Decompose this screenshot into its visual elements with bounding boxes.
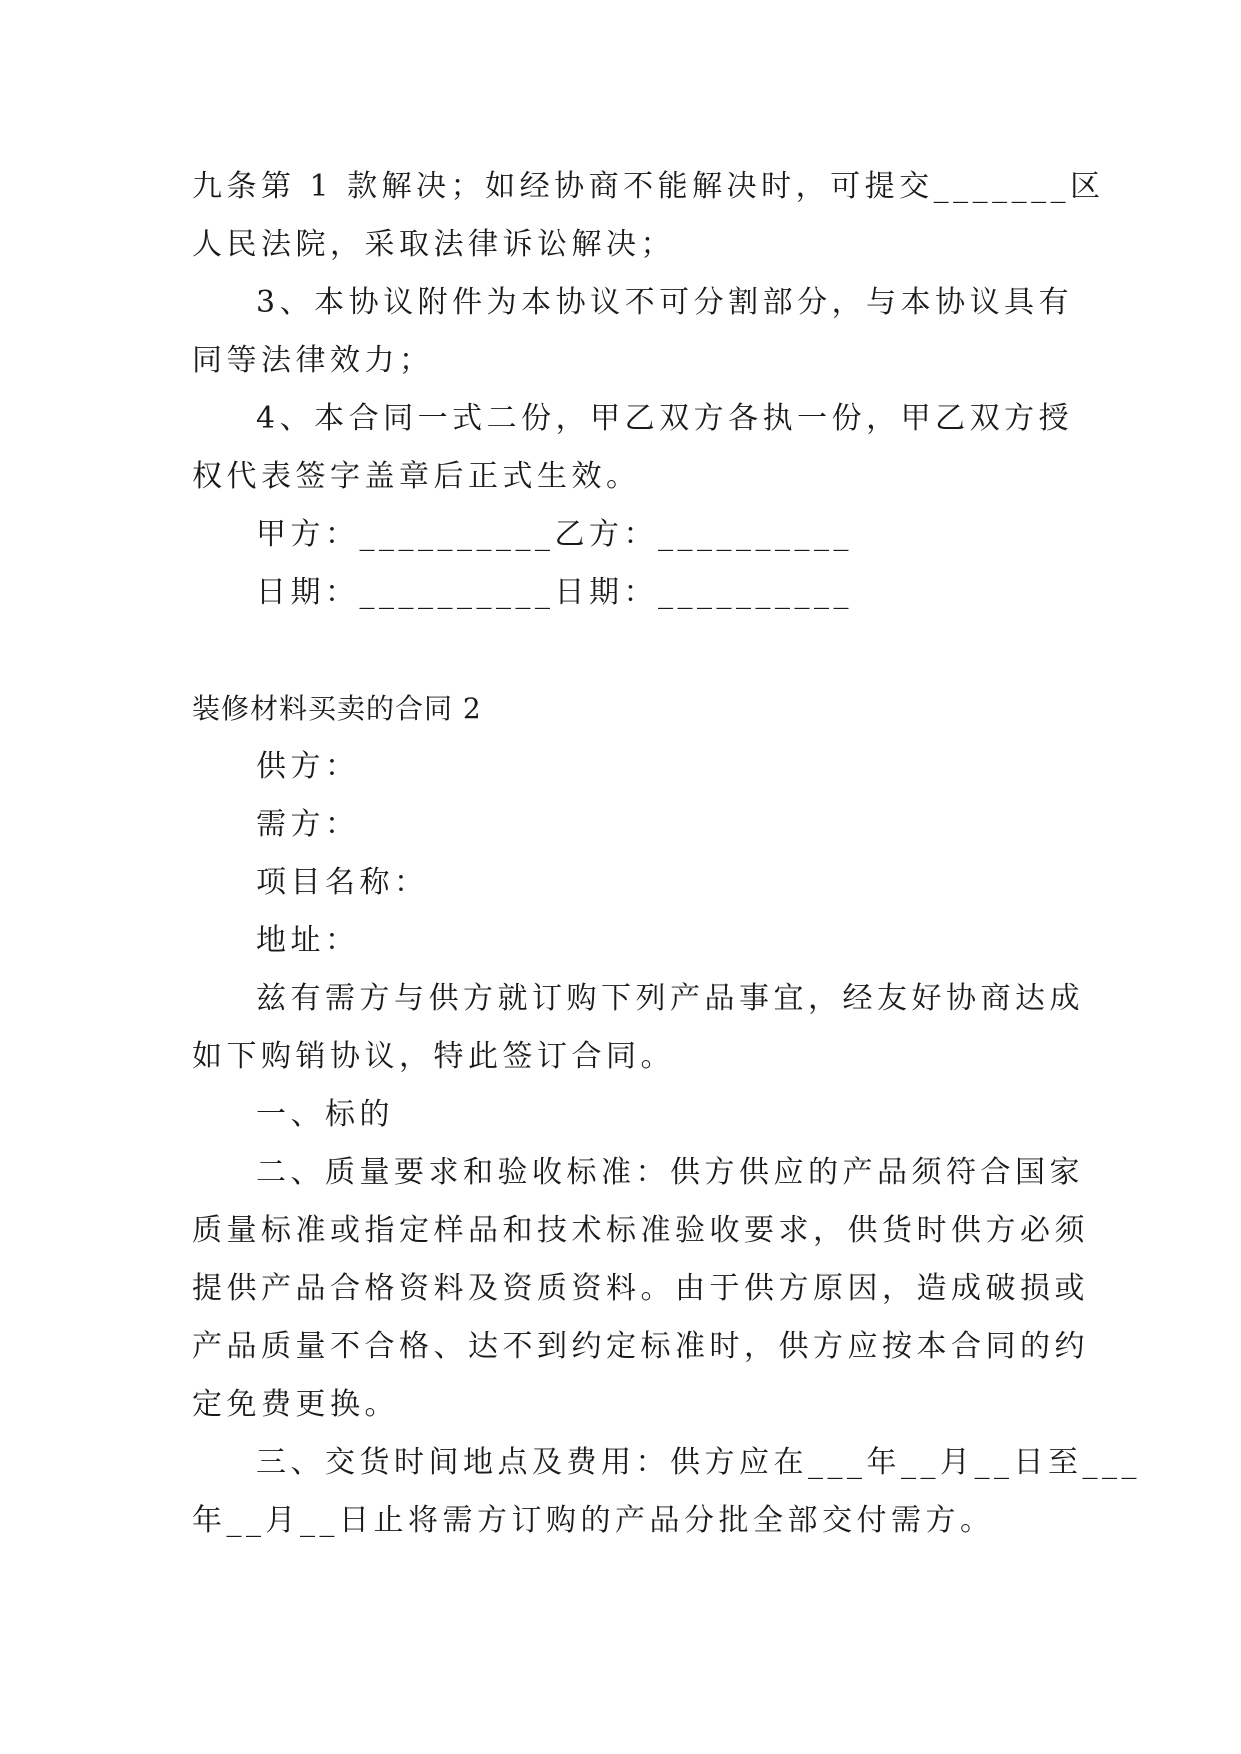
clause-4: 4、本合同一式二份，甲乙双方各执一份，甲乙双方授 [256, 401, 1074, 436]
paragraph-line: 人民法院，采取法律诉讼解决； [192, 227, 675, 262]
paragraph-line: 定免费更换。 [192, 1387, 399, 1422]
signature-line: 甲方：__________乙方：__________ [256, 517, 853, 552]
paragraph-line: 同等法律效力； [192, 343, 434, 378]
paragraph-line: 产品质量不合格、达不到约定标准时，供方应按本合同的约 [192, 1329, 1089, 1364]
clause-3: 3、本协议附件为本协议不可分割部分，与本协议具有 [256, 285, 1074, 320]
paragraph-line: 年__月__日止将需方订购的产品分批全部交付需方。 [192, 1503, 995, 1538]
delivery-clause: 三、交货时间地点及费用：供方应在___年__月__日至___ [256, 1445, 1141, 1480]
quality-clause: 二、质量要求和验收标准：供方供应的产品须符合国家 [256, 1155, 1084, 1190]
paragraph-line: 兹有需方与供方就订购下列产品事宜，经友好协商达成 [256, 981, 1084, 1016]
supplier-field: 供方： [256, 749, 360, 784]
paragraph-line: 权代表签字盖章后正式生效。 [192, 459, 641, 494]
paragraph-line: 提供产品合格资料及资质资料。由于供方原因，造成破损或 [192, 1271, 1089, 1306]
heading-subject: 一、标的 [256, 1097, 394, 1132]
section-gap [192, 622, 1052, 680]
address-field: 地址： [256, 923, 360, 958]
buyer-field: 需方： [256, 807, 360, 842]
project-name-field: 项目名称： [256, 865, 429, 900]
paragraph-line: 质量标准或指定样品和技术标准验收要求，供货时供方必须 [192, 1213, 1089, 1248]
date-line: 日期：__________日期：__________ [256, 575, 853, 610]
section-title: 装修材料买卖的合同 2 [192, 692, 482, 725]
paragraph-line: 九条第 1 款解决；如经协商不能解决时，可提交_______区 [192, 169, 1105, 204]
document-page [192, 158, 1141, 1550]
paragraph-line: 如下购销协议，特此签订合同。 [192, 1039, 675, 1074]
